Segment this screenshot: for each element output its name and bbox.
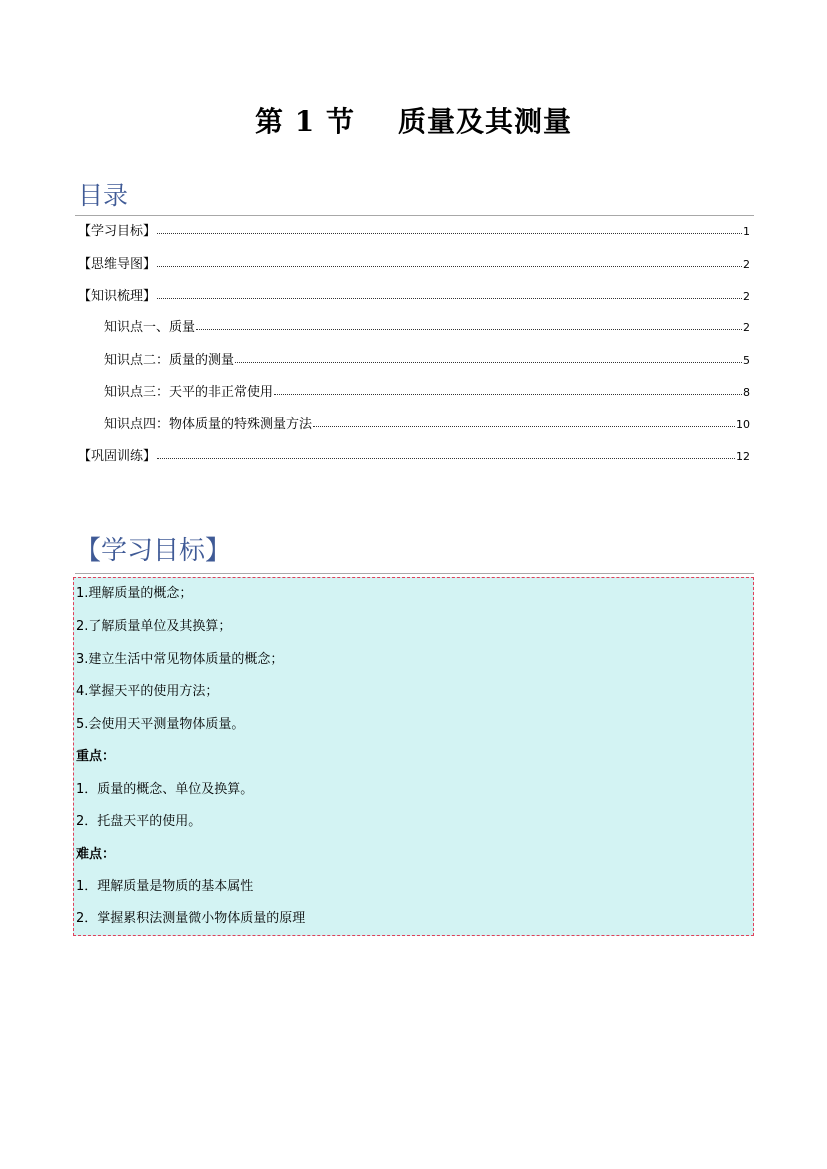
- toc-heading: 目录: [78, 181, 129, 210]
- section-heading-learning-goals: 【学习目标】: [75, 536, 232, 566]
- page-title: 第 1 节 质量及其测量: [255, 105, 572, 138]
- goal-item: 3.建立生活中常见物体质量的概念；: [76, 652, 284, 667]
- toc-entry-page: 2: [743, 258, 750, 271]
- toc-entry-label: 【思维导图】: [78, 257, 157, 272]
- toc-leader-dots: [313, 414, 735, 427]
- section-divider: [75, 573, 754, 574]
- toc-entry-mind-map[interactable]: [78, 255, 750, 273]
- toc-entry-label: 【知识梳理】: [78, 289, 157, 304]
- toc-leader-dots: [157, 221, 742, 234]
- toc-entry-page: 2: [743, 290, 750, 303]
- toc-entry-consolidation[interactable]: [78, 447, 750, 465]
- toc-entry-page: 1: [743, 225, 750, 238]
- learning-goals-box: [73, 577, 754, 936]
- key-point-item: 2．托盘天平的使用。: [76, 814, 202, 829]
- toc-entry-page: 8: [743, 386, 750, 399]
- goal-item: 2.了解质量单位及其换算；: [76, 619, 232, 634]
- toc-entry-label: 知识点一、质量: [104, 320, 196, 335]
- toc-entry-label: 【巩固训练】: [78, 449, 157, 464]
- toc-leader-dots: [157, 286, 742, 299]
- toc-entry-page: 12: [736, 450, 750, 463]
- toc-leader-dots: [274, 382, 742, 395]
- toc-entry-page: 2: [743, 321, 750, 334]
- toc-entry-label: 【学习目标】: [78, 224, 157, 239]
- toc-leader-dots: [196, 317, 742, 330]
- toc-entry-label: 知识点三：天平的非正常使用: [104, 385, 274, 400]
- toc-entry-point-4[interactable]: [104, 415, 750, 433]
- toc-entry-page: 5: [743, 354, 750, 367]
- key-points-label: 重点：: [76, 749, 116, 764]
- toc-leader-dots: [235, 350, 742, 363]
- goal-item: 4.掌握天平的使用方法；: [76, 684, 219, 699]
- toc-entry-knowledge-review[interactable]: [78, 287, 750, 305]
- toc-entry-learning-goals[interactable]: [78, 222, 750, 240]
- toc-leader-dots: [157, 254, 742, 267]
- goal-item: 5.会使用天平测量物体质量。: [76, 717, 245, 732]
- toc-entry-point-2[interactable]: [104, 351, 750, 369]
- toc-entry-point-1[interactable]: [104, 318, 750, 336]
- goal-item: 1.理解质量的概念；: [76, 586, 193, 601]
- toc-entry-page: 10: [736, 418, 750, 431]
- toc-entry-label: 知识点二：质量的测量: [104, 353, 235, 368]
- toc-leader-dots: [157, 446, 735, 459]
- difficulties-label: 难点：: [76, 847, 116, 862]
- toc-entry-label: 知识点四：物体质量的特殊测量方法: [104, 417, 313, 432]
- key-point-item: 1．质量的概念、单位及换算。: [76, 782, 254, 797]
- difficulty-item: 2．掌握累积法测量微小物体质量的原理: [76, 911, 306, 926]
- toc-divider: [75, 215, 754, 216]
- toc-entry-point-3[interactable]: [104, 383, 750, 401]
- difficulty-item: 1．理解质量是物质的基本属性: [76, 879, 254, 894]
